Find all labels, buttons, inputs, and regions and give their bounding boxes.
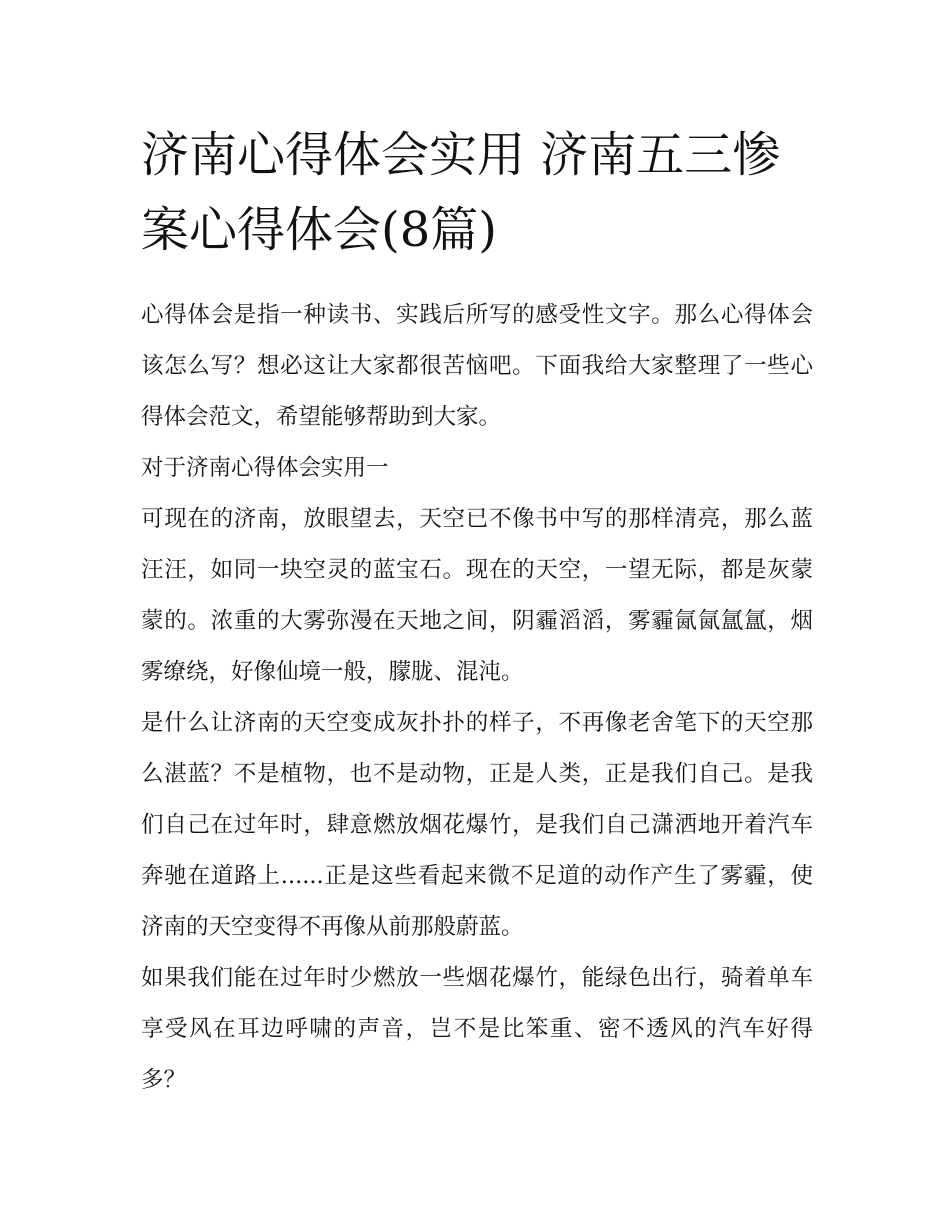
body-paragraph: 如果我们能在过年时少燃放一些烟花爆竹，能绿色出行，骑着单车享受风在耳边呼啸的声音，岂不是比笨重、密不透风的汽车好得多？	[141, 965, 813, 1093]
body-paragraph: 可现在的济南，放眼望去，天空已不像书中写的那样清亮，那么蓝汪汪，如同一块空灵的蓝宝石。现在的天空，一望无际，都是灰蒙蒙的。浓重的大雾弥漫在天地之间，阴霾滔滔，雾霾氤氤氲氲，烟雾缭绕，好像仙境一般，朦胧、混沌。	[141, 506, 813, 685]
body-paragraph: 是什么让济南的天空变成灰扑扑的样子，不再像老舍笔下的天空那么湛蓝？不是植物，也不是动物，正是人类，正是我们自己。是我们自己在过年时，肆意燃放烟花爆竹，是我们自己潇洒地开着汽车奔驰在道路上......正是这些看起来微不足道的动作产生了雾霾，使济南的天空变得不再像从前那般蔚蓝。	[141, 710, 813, 940]
document-body	[141, 118, 813, 1106]
intro-paragraph: 心得体会是指一种读书、实践后所写的感受性文字。那么心得体会该怎么写？想必这让大家都很苦恼吧。下面我给大家整理了一些心得体会范文，希望能够帮助到大家。	[141, 302, 813, 430]
document-title: 济南心得体会实用 济南五三惨案心得体会(8篇)	[141, 127, 781, 258]
section-heading: 对于济南心得体会实用一	[141, 455, 389, 481]
paragraph-list	[141, 290, 813, 1106]
